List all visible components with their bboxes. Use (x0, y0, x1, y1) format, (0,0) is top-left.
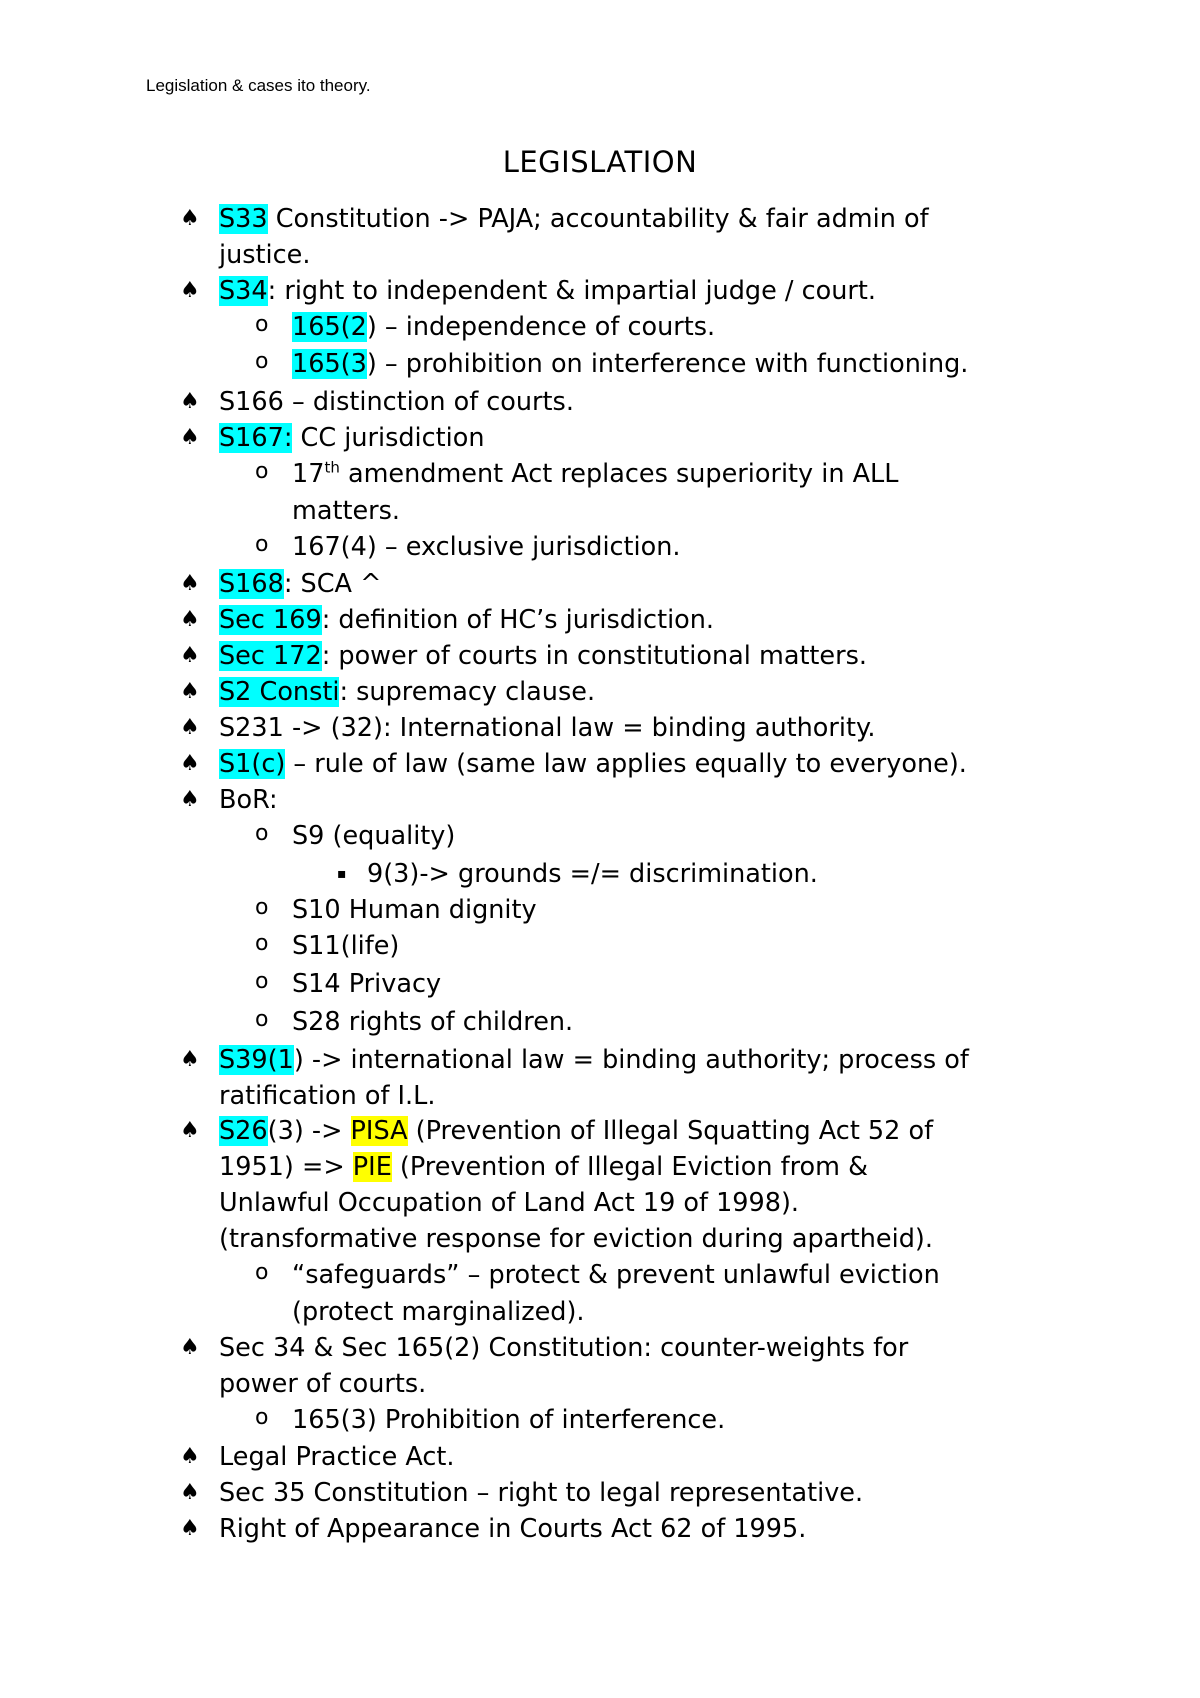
item-text: : definition of HC’s jurisdiction. (321, 605, 715, 635)
item-text: : power of courts in constitutional matters. (321, 641, 867, 671)
highlighted-ref: S34 (219, 276, 268, 306)
item-text: 1951) => (219, 1152, 353, 1182)
item-text: (protect marginalized). (292, 1297, 585, 1327)
item-text: justice. (219, 240, 311, 270)
item-text: ratification of I.L. (219, 1081, 436, 1111)
highlighted-ref: S26 (219, 1116, 268, 1146)
highlighted-act: PIE (352, 1152, 392, 1182)
item-text: (transformative response for eviction during apartheid). (219, 1224, 933, 1254)
highlighted-ref: S168 (219, 569, 284, 599)
item-text: ) – independence of courts. (366, 312, 716, 342)
item-text: Unlawful Occupation of Land Act 19 of 1998). (219, 1188, 800, 1218)
circle-bullet-icon: o (255, 312, 269, 337)
highlighted-ref: S2 Consti (219, 677, 340, 707)
item-text: S11(life) (292, 931, 400, 961)
item-text: BoR: (219, 785, 278, 815)
spade-bullet-icon: ♠ (180, 278, 200, 303)
circle-bullet-icon: o (255, 1260, 269, 1285)
spade-bullet-icon: ♠ (180, 787, 200, 812)
spade-bullet-icon: ♠ (180, 389, 200, 414)
item-text: (Prevention of Illegal Eviction from & (391, 1152, 868, 1182)
item-text: 9(3)-> grounds =/= discrimination. (367, 859, 818, 889)
spade-bullet-icon: ♠ (180, 607, 200, 632)
item-text: S10 Human dignity (292, 895, 537, 925)
item-text: power of courts. (219, 1369, 427, 1399)
item-text: Constitution -> PAJA; accountability & fair admin of (267, 204, 929, 234)
item-text: Right of Appearance in Courts Act 62 of 1995. (219, 1514, 807, 1544)
circle-bullet-icon: o (255, 1405, 269, 1430)
item-text: S231 -> (32): International law = binding authority. (219, 713, 876, 743)
spade-bullet-icon: ♠ (180, 425, 200, 450)
item-text: (Prevention of Illegal Squatting Act 52 of (407, 1116, 934, 1146)
circle-bullet-icon: o (255, 821, 269, 846)
page-header: Legislation & cases ito theory. (146, 76, 371, 95)
spade-bullet-icon: ♠ (180, 571, 200, 596)
circle-bullet-icon: o (255, 969, 269, 994)
highlighted-ref: Sec 172 (219, 641, 322, 671)
item-text: matters. (292, 496, 401, 526)
highlighted-act: PISA (350, 1116, 408, 1146)
spade-bullet-icon: ♠ (180, 1118, 200, 1143)
circle-bullet-icon: o (255, 1007, 269, 1032)
square-bullet-icon: ▪ (337, 866, 347, 882)
spade-bullet-icon: ♠ (180, 1335, 200, 1360)
item-text: : right to independent & impartial judge / court. (267, 276, 876, 306)
highlighted-ref: S39(1 (219, 1045, 294, 1075)
item-text: : supremacy clause. (339, 677, 596, 707)
highlighted-ref: Sec 169 (219, 605, 322, 635)
item-text: (3) -> (267, 1116, 351, 1146)
item-text: Legal Practice Act. (219, 1442, 455, 1472)
item-text: 167(4) – exclusive jurisdiction. (292, 532, 681, 562)
highlighted-ref: S33 (219, 204, 268, 234)
item-text: Sec 35 Constitution – right to legal representative. (219, 1478, 864, 1508)
circle-bullet-icon: o (255, 532, 269, 557)
spade-bullet-icon: ♠ (180, 679, 200, 704)
item-text: S14 Privacy (292, 969, 442, 999)
item-text: Sec 34 & Sec 165(2) Constitution: counter-weights for (219, 1333, 909, 1363)
item-text: ) – prohibition on interference with functioning. (366, 349, 969, 379)
circle-bullet-icon: o (255, 931, 269, 956)
superscript: th (324, 458, 340, 477)
circle-bullet-icon: o (255, 349, 269, 374)
item-text: ) -> international law = binding authority; process of (293, 1045, 969, 1075)
item-text: 17 (292, 459, 325, 489)
item-text: amendment Act replaces superiority in ALL (339, 459, 899, 489)
item-text: 165(3) Prohibition of interference. (292, 1405, 726, 1435)
spade-bullet-icon: ♠ (180, 751, 200, 776)
page-title: LEGISLATION (502, 145, 698, 179)
item-text: – rule of law (same law applies equally to everyone). (285, 749, 967, 779)
spade-bullet-icon: ♠ (180, 1047, 200, 1072)
spade-bullet-icon: ♠ (180, 1444, 200, 1469)
highlighted-ref: 165(2 (292, 312, 367, 342)
item-text: S166 – distinction of courts. (219, 387, 574, 417)
item-text: S28 rights of children. (292, 1007, 574, 1037)
circle-bullet-icon: o (255, 895, 269, 920)
item-text: S9 (equality) (292, 821, 456, 851)
item-text: : SCA ^ (283, 569, 382, 599)
item-text: CC jurisdiction (292, 423, 485, 453)
highlighted-ref: S1(c) (219, 749, 286, 779)
item-text: “safeguards” – protect & prevent unlawful eviction (292, 1260, 940, 1290)
circle-bullet-icon: o (255, 459, 269, 484)
spade-bullet-icon: ♠ (180, 643, 200, 668)
spade-bullet-icon: ♠ (180, 1480, 200, 1505)
highlighted-ref: S167: (219, 423, 293, 453)
highlighted-ref: 165(3 (292, 349, 367, 379)
spade-bullet-icon: ♠ (180, 715, 200, 740)
spade-bullet-icon: ♠ (180, 1516, 200, 1541)
spade-bullet-icon: ♠ (180, 206, 200, 231)
